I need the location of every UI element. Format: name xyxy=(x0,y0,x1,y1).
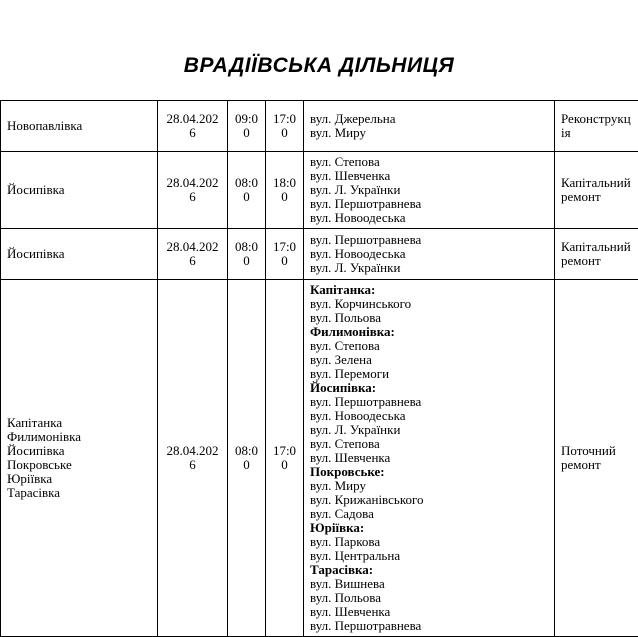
table-row xyxy=(1,280,638,637)
table-row xyxy=(1,152,638,229)
street-name: вул. Шевченка xyxy=(310,451,548,465)
street-name: вул. Степова xyxy=(310,339,548,353)
settlement-name: Йосипівка xyxy=(7,183,151,197)
street-name: вул. Новоодеська xyxy=(310,409,548,423)
street-name: вул. Паркова xyxy=(310,535,548,549)
table-row xyxy=(1,101,638,152)
time-end-cell: 18:00 xyxy=(266,152,304,229)
street-name: вул. Перемоги xyxy=(310,367,548,381)
settlement-name: Капітанка xyxy=(7,416,151,430)
street-name: вул. Степова xyxy=(310,437,548,451)
time-start-cell: 08:00 xyxy=(228,280,266,637)
settlement-name: Тарасівка xyxy=(7,486,151,500)
streets-group-header: Капітанка: xyxy=(310,283,548,297)
street-name: вул. Л. Українки xyxy=(310,261,548,275)
street-name: вул. Першотравнева xyxy=(310,233,548,247)
outage-schedule-table xyxy=(0,100,638,637)
date-cell: 28.04.2026 xyxy=(158,280,228,637)
time-start-cell: 08:00 xyxy=(228,229,266,280)
street-name: вул. Першотравнева xyxy=(310,395,548,409)
settlement-name: Йосипівка xyxy=(7,247,151,261)
settlement-cell xyxy=(1,152,158,229)
time-start-cell: 09:00 xyxy=(228,101,266,152)
street-name: вул. Новоодеська xyxy=(310,247,548,261)
work-type-cell: Капітальний ремонт xyxy=(555,229,638,280)
settlement-cell xyxy=(1,280,158,637)
time-end-cell: 17:00 xyxy=(266,101,304,152)
date-cell: 28.04.2026 xyxy=(158,152,228,229)
street-name: вул. Л. Українки xyxy=(310,183,548,197)
street-name: вул. Шевченка xyxy=(310,169,548,183)
street-name: вул. Джерельна xyxy=(310,112,548,126)
streets-cell xyxy=(304,229,555,280)
settlement-name: Юріївка xyxy=(7,472,151,486)
streets-cell xyxy=(304,101,555,152)
streets-cell xyxy=(304,280,555,637)
settlement-name: Покровське xyxy=(7,458,151,472)
street-name: вул. Польова xyxy=(310,591,548,605)
settlement-cell xyxy=(1,101,158,152)
streets-group-header: Юріївка: xyxy=(310,521,548,535)
street-name: вул. Степова xyxy=(310,155,548,169)
streets-group-header: Тарасівка: xyxy=(310,563,548,577)
streets-group-header: Йосипівка: xyxy=(310,381,548,395)
street-name: вул. Корчинського xyxy=(310,297,548,311)
page-title: ВРАДІЇВСЬКА ДІЛЬНИЦЯ xyxy=(0,0,638,79)
street-name: вул. Першотравнева xyxy=(310,619,548,633)
street-name: вул. Л. Українки xyxy=(310,423,548,437)
street-name: вул. Польова xyxy=(310,311,548,325)
work-type-cell: Капітальний ремонт xyxy=(555,152,638,229)
street-name: вул. Миру xyxy=(310,126,548,140)
settlement-cell xyxy=(1,229,158,280)
work-type-cell: Поточний ремонт xyxy=(555,280,638,637)
street-name: вул. Першотравнева xyxy=(310,197,548,211)
street-name: вул. Новоодеська xyxy=(310,211,548,225)
schedule-table-body xyxy=(1,101,638,637)
work-type-cell: Реконструкція xyxy=(555,101,638,152)
streets-cell xyxy=(304,152,555,229)
streets-group-header: Филимонівка: xyxy=(310,325,548,339)
settlement-name: Филимонівка xyxy=(7,430,151,444)
street-name: вул. Вишнева xyxy=(310,577,548,591)
street-name: вул. Зелена xyxy=(310,353,548,367)
street-name: вул. Шевченка xyxy=(310,605,548,619)
table-row xyxy=(1,229,638,280)
street-name: вул. Садова xyxy=(310,507,548,521)
street-name: вул. Крижанівського xyxy=(310,493,548,507)
settlement-name: Новопавлівка xyxy=(7,119,151,133)
time-end-cell: 17:00 xyxy=(266,280,304,637)
time-end-cell: 17:00 xyxy=(266,229,304,280)
street-name: вул. Миру xyxy=(310,479,548,493)
streets-group-header: Покровське: xyxy=(310,465,548,479)
settlement-name: Йосипівка xyxy=(7,444,151,458)
date-cell: 28.04.2026 xyxy=(158,101,228,152)
time-start-cell: 08:00 xyxy=(228,152,266,229)
street-name: вул. Центральна xyxy=(310,549,548,563)
date-cell: 28.04.2026 xyxy=(158,229,228,280)
